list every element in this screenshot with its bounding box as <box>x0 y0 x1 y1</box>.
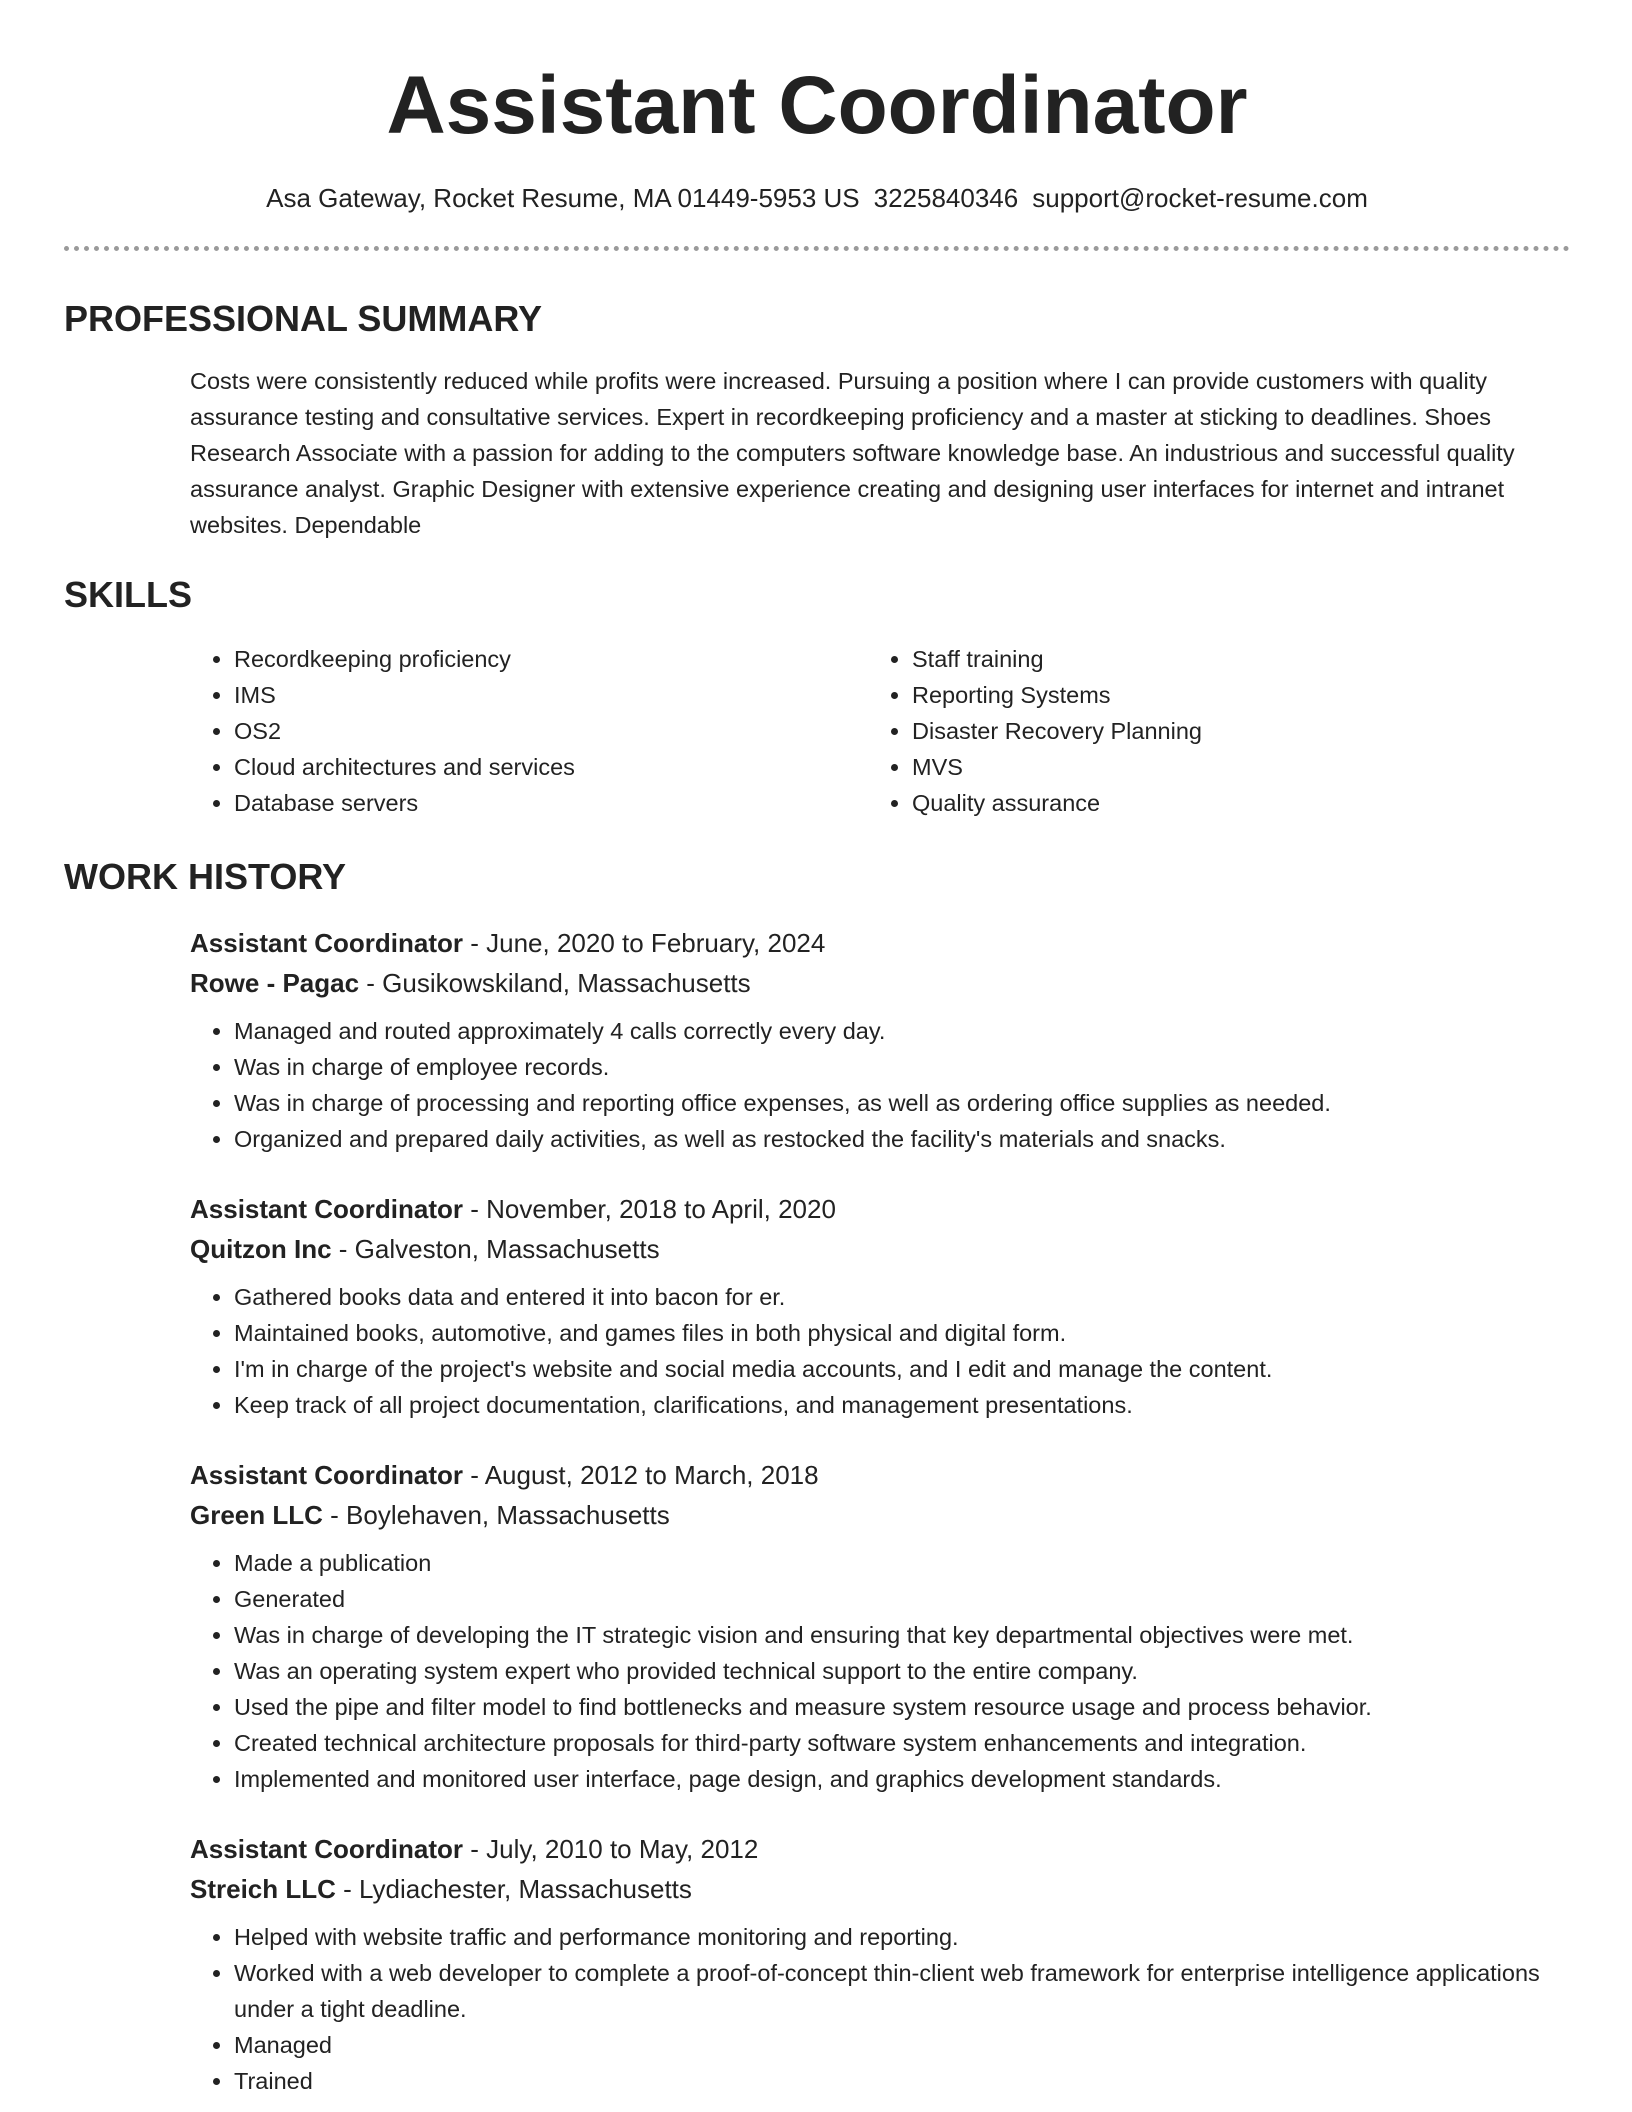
job-title-line <box>190 1455 1570 1495</box>
job-entry <box>190 923 1570 1157</box>
job-bullet: • Gathered books data and entered it into bacon for er. <box>234 1279 1570 1315</box>
contact-email: support@rocket-resume.com <box>1032 183 1368 213</box>
job-bullet: • Generated <box>234 1581 1570 1617</box>
skill-item: • Disaster Recovery Planning <box>912 713 1552 749</box>
job-entry <box>190 1829 1570 2099</box>
summary-text: Costs were consistently reduced while profits were increased. Pursuing a position where I can provide customers with quality assurance testing and consultative services. Expert in recordkeeping proficiency and a master at sticking to deadlines. Shoes Research Associate with a passion for adding to the computers software knowledge base. An industrious and successful quality assurance analyst. Graphic Designer with extensive experience creating and designing user interfaces for internet and intranet websites. Dependable <box>190 368 1515 538</box>
resume-page <box>64 0 1570 2099</box>
job-bullet: • Maintained books, automotive, and games files in both physical and digital form. <box>234 1315 1570 1351</box>
job-company: Quitzon Inc <box>190 1234 332 1264</box>
skill-item: • MVS <box>912 749 1552 785</box>
job-bullet: • Was in charge of employee records. <box>234 1049 1570 1085</box>
job-bullet: • Helped with website traffic and performance monitoring and reporting. <box>234 1919 1570 1955</box>
job-company: Rowe - Pagac <box>190 968 360 998</box>
job-company: Green LLC <box>190 1500 323 1530</box>
candidate-name: Assistant Coordinator <box>386 60 1248 151</box>
job-location: - Gusikowskiland, Massachusetts <box>359 968 751 998</box>
skill-item: • Quality assurance <box>912 785 1552 821</box>
skills-column-right <box>868 641 1552 821</box>
skills-list <box>190 641 1570 821</box>
job-entry <box>190 1189 1570 1423</box>
skill-item: • Recordkeeping proficiency <box>234 641 868 677</box>
job-bullet: • Was in charge of developing the IT strategic vision and ensuring that key departmental objectives were met. <box>234 1617 1570 1653</box>
contact-address: Asa Gateway, Rocket Resume, MA 01449-5953 US <box>266 183 860 213</box>
job-role: Assistant Coordinator <box>190 928 464 958</box>
summary-heading: PROFESSIONAL SUMMARY <box>64 298 543 339</box>
job-bullet: • Was an operating system expert who provided technical support to the entire company. <box>234 1653 1570 1689</box>
job-bullet: • I'm in charge of the project's website and social media accounts, and I edit and manage the content. <box>234 1351 1570 1387</box>
job-title-line <box>190 1829 1570 1869</box>
job-bullets <box>190 1919 1570 2099</box>
job-dates: - June, 2020 to February, 2024 <box>463 928 826 958</box>
job-location: - Boylehaven, Massachusetts <box>322 1500 670 1530</box>
contact-phone: 3225840346 <box>873 183 1019 213</box>
job-location: - Galveston, Massachusetts <box>331 1234 660 1264</box>
job-dates: - July, 2010 to May, 2012 <box>463 1834 759 1864</box>
job-company: Streich LLC <box>190 1874 336 1904</box>
work-history-heading: WORK HISTORY <box>64 856 347 897</box>
job-bullets <box>190 1545 1570 1797</box>
contact-line <box>64 182 1570 214</box>
job-company-line <box>190 1229 1570 1269</box>
job-bullet: • Worked with a web developer to complete a proof-of-concept thin-client web framework for enterprise intelligence applications under a tight deadline. <box>234 1955 1570 2027</box>
job-dates: - November, 2018 to April, 2020 <box>463 1194 836 1224</box>
job-role: Assistant Coordinator <box>190 1194 464 1224</box>
header-divider <box>64 246 1570 251</box>
skill-item: • Reporting Systems <box>912 677 1552 713</box>
skill-item: • Database servers <box>234 785 868 821</box>
job-bullet: • Used the pipe and filter model to find bottlenecks and measure system resource usage and process behavior. <box>234 1689 1570 1725</box>
job-entry <box>190 1455 1570 1797</box>
job-bullet: • Was in charge of processing and reporting office expenses, as well as ordering office supplies as needed. <box>234 1085 1570 1121</box>
job-company-line <box>190 1495 1570 1535</box>
skill-item: • OS2 <box>234 713 868 749</box>
job-bullet: • Trained <box>234 2063 1570 2099</box>
job-bullet: • Managed and routed approximately 4 calls correctly every day. <box>234 1013 1570 1049</box>
job-bullets <box>190 1279 1570 1423</box>
job-bullet: • Organized and prepared daily activities, as well as restocked the facility's materials and snacks. <box>234 1121 1570 1157</box>
job-bullet: • Managed <box>234 2027 1570 2063</box>
skill-item: • Cloud architectures and services <box>234 749 868 785</box>
job-bullet: • Keep track of all project documentation, clarifications, and management presentations. <box>234 1387 1570 1423</box>
job-location: - Lydiachester, Massachusetts <box>335 1874 692 1904</box>
skills-column-left <box>190 641 868 821</box>
skills-heading: SKILLS <box>64 574 193 615</box>
job-company-line <box>190 1869 1570 1909</box>
job-title-line <box>190 923 1570 963</box>
job-title-line <box>190 1189 1570 1229</box>
job-role: Assistant Coordinator <box>190 1834 464 1864</box>
job-role: Assistant Coordinator <box>190 1460 464 1490</box>
job-bullet: • Made a publication <box>234 1545 1570 1581</box>
skill-item: • Staff training <box>912 641 1552 677</box>
job-dates: - August, 2012 to March, 2018 <box>463 1460 819 1490</box>
skill-item: • IMS <box>234 677 868 713</box>
job-bullet: • Created technical architecture proposals for third-party software system enhancements and integration. <box>234 1725 1570 1761</box>
job-company-line <box>190 963 1570 1003</box>
job-bullet: • Implemented and monitored user interface, page design, and graphics development standards. <box>234 1761 1570 1797</box>
job-bullets <box>190 1013 1570 1157</box>
